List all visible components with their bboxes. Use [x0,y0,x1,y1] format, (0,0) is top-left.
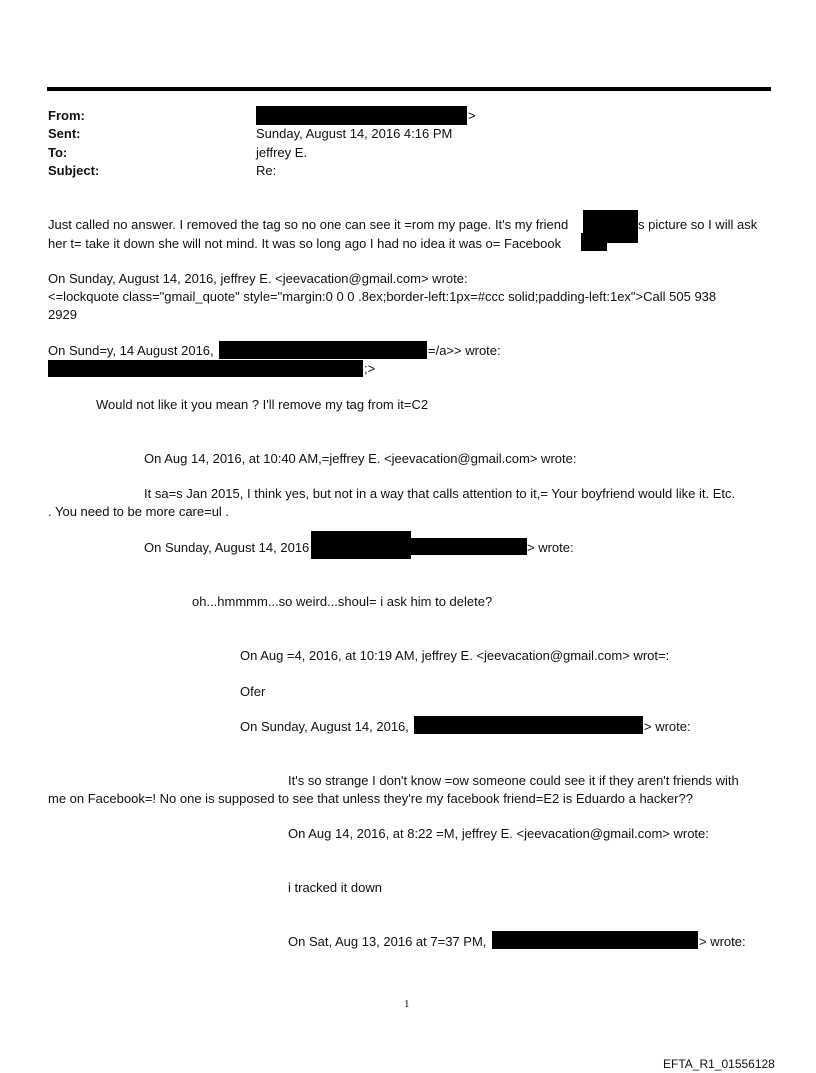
reply-header-line: On Sunday, August 14, 2016, jeffrey E. <jeevacation@gmail.com> wrote: [48,271,468,286]
sent-label: Sent: [48,126,81,141]
redaction-block [411,538,527,555]
subject-value: Re: [256,163,277,178]
body-line: 2929 [48,307,77,322]
reply-header-line: On Aug =4, 2016, at 10:19 AM, jeffrey E. <jeevacation@gmail.com> wrot=: [240,648,670,663]
to-value: jeffrey E. [256,145,308,160]
quoted-line: i tracked it down [288,880,382,895]
redaction-block [219,341,427,359]
body-line: her t= take it down she will not mind. It was so long ago I had no idea it was o= Facebook [48,236,562,251]
body-line: s picture so I will ask [638,217,758,232]
body-line: ;> [364,361,376,376]
quoted-line: oh...hmmmm...so weird...shoul= i ask him to delete? [192,594,493,609]
subject-label: Subject: [48,163,100,178]
reply-header-line: On Sunday, August 14, 2016, [240,719,409,734]
header-rule [47,87,771,91]
reply-header-line: > wrote: [527,540,574,555]
redaction-block [492,931,698,949]
quoted-line: It sa=s Jan 2015, I think yes, but not in a way that calls attention to it,= Your boyfriend would like it. Etc. [144,486,736,501]
redaction-block [48,360,363,377]
sent-value: Sunday, August 14, 2016 4:16 PM [256,126,453,141]
from-value-suffix: > [468,108,476,123]
redaction-block [581,233,607,251]
quoted-line: It's so strange I don't know =ow someone could see it if they aren't friends with [288,773,739,788]
redaction-block [311,531,411,559]
reply-header-line: > wrote: [644,719,691,734]
reply-header-line: On Sat, Aug 13, 2016 at 7=37 PM, [288,934,487,949]
body-line: Just called no answer. I removed the tag so no one can see it =rom my page. It's my friend [48,217,569,232]
from-label: From: [48,108,85,123]
document-id: EFTA_R1_01556128 [663,1057,775,1071]
quoted-line: me on Facebook=! No one is supposed to see that unless they're my facebook friend=E2 is Eduardo a hacker?? [48,791,693,806]
redaction-block [414,716,643,734]
quoted-line: Ofer [240,684,266,699]
reply-header-line: > wrote: [699,934,746,949]
quoted-line: Would not like it you mean ? I'll remove my tag from it=C2 [96,397,429,412]
quoted-line: . You need to be more care=ul . [48,504,230,519]
to-label: To: [48,145,68,160]
page-number: 1 [404,998,410,1010]
reply-header-line: On Sunday, August 14, 2016 [144,540,310,555]
reply-header-line: =/a>> wrote: [428,343,501,358]
body-line: <=lockquote class="gmail_quote" style="margin:0 0 0 .8ex;border-left:1px=#ccc solid;padding-left:1ex">Call 505 938 [48,289,717,304]
redaction-block [256,106,467,125]
reply-header-line: On Aug 14, 2016, at 10:40 AM,=jeffrey E. <jeevacation@gmail.com> wrote: [144,451,577,466]
reply-header-line: On Aug 14, 2016, at 8:22 =M, jeffrey E. <jeevacation@gmail.com> wrote: [288,826,709,841]
reply-header-line: On Sund=y, 14 August 2016, [48,343,214,358]
